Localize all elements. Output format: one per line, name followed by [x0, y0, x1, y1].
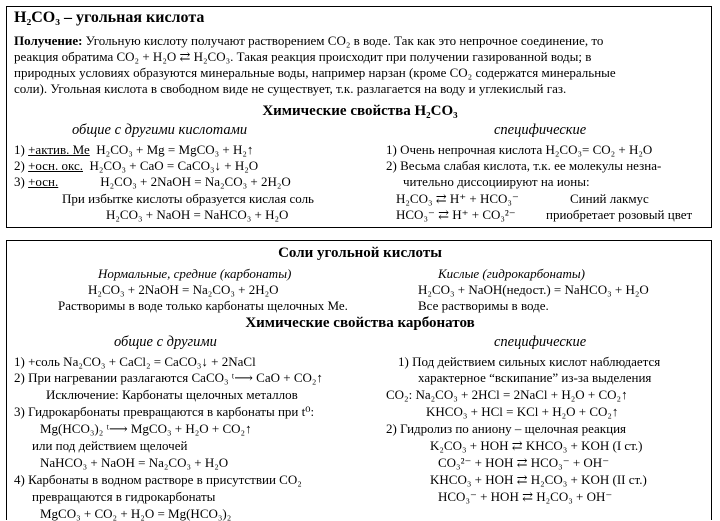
hydrolysis-step-1: K₂CO₃ + HOH ⇄ KHCO₃ + KOH (I ст.) — [430, 438, 643, 453]
acid-salts-solubility: Все растворимы в воде. — [418, 298, 549, 313]
common-reaction-2: 2) +осн. окс. H₂CO₃ + CaO = CaCO₃↓ + H₂O — [14, 158, 259, 173]
dissociation-step-2: HCO₃⁻ ⇄ H⁺ + CO₃²⁻ — [396, 207, 516, 222]
carbonate-acid-equation-2: KHCO₃ + HCl = KCl + H₂O + CO₂↑ — [426, 404, 619, 419]
normal-salts-solubility: Растворимы в воде только карбонаты щелочных Ме. — [58, 298, 348, 313]
excess-acid-note: При избытке кислоты образуется кислая соль — [62, 191, 314, 206]
obtain-label: Получение: — [14, 33, 83, 48]
common-properties-header: общие с другими кислотами — [72, 122, 248, 138]
reagent-tag: +осн. окс. — [28, 158, 83, 173]
carbonate-specific-1-cont: характерное “вскипание” из-за выделения — [418, 370, 652, 385]
hydrolysis-step-2: KHCO₃ + HOH ⇄ H₂CO₃ + KOH (II ст.) — [430, 472, 647, 487]
carbonate-common-header: общие с другими — [114, 334, 217, 350]
carbonate-common-4-cont: превращаются в гидрокарбонаты — [32, 489, 216, 504]
obtain-line-4: соли). Угольная кислота в свободном виде не существует, т.к. разлагается на воду и углекислый газ. — [14, 81, 567, 96]
carbonate-acid-equation-1: CO₂: Na₂CO₃ + 2HCl = 2NaCl + H₂O + CO₂↑ — [386, 387, 628, 402]
obtain-line-2: реакция обратима CO₂ + H₂O ⇄ H₂CO₃. Такая реакция происходит при получении газированной воды; в — [14, 49, 592, 64]
specific-property-1: 1) Очень непрочная кислота H₂CO₃= CO₂ + H₂O — [386, 142, 653, 157]
hydrolysis-ionic-1: CO₃²⁻ + HOH ⇄ HCO₃⁻ + OH⁻ — [438, 455, 610, 470]
dissociation-step-1: H₂CO₃ ⇄ H⁺ + HCO₃⁻ — [396, 191, 519, 206]
alkali-note: или под действием щелочей — [32, 438, 188, 453]
carbonate-specific-header: специфические — [494, 334, 587, 350]
common-reaction-1: 1) +актив. Ме H₂CO₃ + Mg = MgCO₃ + H₂↑ — [14, 142, 254, 157]
litmus-note: Синий лакмус — [570, 191, 649, 206]
reagent-tag: +актив. Ме — [28, 142, 90, 157]
carbonate-specific-2: 2) Гидролиз по аниону – щелочная реакция — [386, 421, 627, 436]
reagent-tag: +осн. — [28, 174, 59, 189]
carbonate-specific-1: 1) Под действием сильных кислот наблюдается — [398, 354, 661, 369]
bicarbonate-decomposition: Mg(HCO₃)₂ ᵗ⟶ MgCO₃ + H₂O + CO₂↑ — [40, 421, 252, 436]
carbonate-common-2: 2) При нагревании разлагаются CaCO₃ ᵗ⟶ CaO + CO₂↑ — [14, 370, 323, 385]
hydrolysis-ionic-2: HCO₃⁻ + HOH ⇄ H₂CO₃ + OH⁻ — [438, 489, 613, 504]
obtain-line-3: природных условиях образуются минеральные воды, например нарзан (кроме CO₂ содержатся минеральные — [14, 65, 616, 80]
obtain-text: Угольную кислоту получают растворением CO₂ в воде. Так как это непрочное соединение, то — [82, 33, 604, 48]
carbonate-properties-title: Химические свойства карбонатов — [245, 315, 475, 331]
section-title: H₂CO₃ – угольная кислота — [14, 9, 205, 26]
acid-properties-title: Химические свойства H₂CO₃ — [262, 103, 458, 119]
carbonate-common-4: 4) Карбонаты в водном растворе в присутствии CO₂ — [14, 472, 302, 487]
specific-property-2-cont: чительно диссоциируют на ионы: — [403, 174, 590, 189]
salts-title: Соли угольной кислоты — [278, 245, 442, 261]
excess-acid-equation: H₂CO₃ + NaOH = NaHCO₃ + H₂O — [106, 207, 289, 222]
carbonate-exception: Исключение: Карбонаты щелочных металлов — [46, 387, 298, 402]
normal-salt-equation: H₂CO₃ + 2NaOH = Na₂CO₃ + 2H₂O — [88, 282, 279, 297]
pink-color-note: приобретает розовый цвет — [546, 207, 693, 222]
acid-salts-header: Кислые (гидрокарбонаты) — [438, 266, 585, 281]
specific-properties-header: специфические — [494, 122, 587, 138]
carbonate-common-1: 1) +соль Na₂CO₃ + CaCl₂ = CaCO₃↓ + 2NaCl — [14, 354, 256, 369]
carbonate-co2-equation: MgCO₃ + CO₂ + H₂O = Mg(HCO₃)₂ — [40, 506, 232, 521]
acid-salt-equation: H₂CO₃ + NaOH(недост.) = NaHCO₃ + H₂O — [418, 282, 649, 297]
normal-salts-header: Нормальные, средние (карбонаты) — [98, 266, 292, 281]
obtain-line-1 — [14, 33, 704, 48]
common-reaction-3: 3) +осн. H₂CO₃ + 2NaOH = Na₂CO₃ + 2H₂O — [14, 174, 291, 189]
carbonate-common-3: 3) Гидрокарбонаты превращаются в карбонаты при t⁰: — [14, 404, 315, 419]
specific-property-2: 2) Весьма слабая кислота, т.к. ее молекулы незна- — [386, 158, 662, 173]
bicarbonate-alkali-equation: NaHCO₃ + NaOH = Na₂CO₃ + H₂O — [40, 455, 229, 470]
